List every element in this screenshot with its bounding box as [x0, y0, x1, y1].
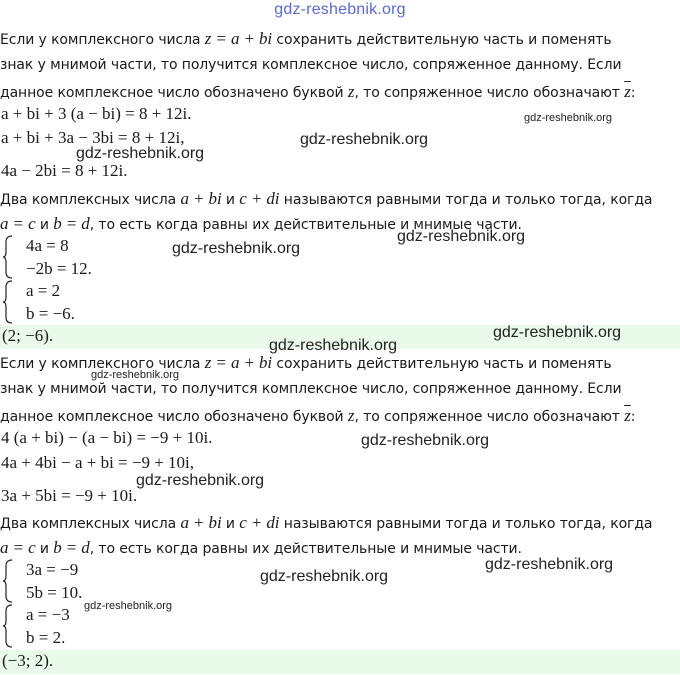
system-equation: 3a = −9	[26, 560, 79, 579]
definition-line-1: Если у комплексного числа z = a + bi сохранить действительную часть и поменять	[0, 353, 612, 372]
equality-rule-line-2: a = c и b = d, то есть когда равны их действительные и мнимые части.	[0, 538, 522, 557]
brace-icon	[2, 280, 14, 324]
equality-rule-line-1: Два комплексных числа a + bi и c + di называются равными тогда и только тогда, когда	[0, 189, 653, 208]
definition-formula: z = a + bi	[204, 29, 273, 48]
watermark: gdz-reshebnik.org	[76, 145, 205, 162]
system-equation: 4a = 8	[26, 236, 69, 255]
watermark: gdz-reshebnik.org	[485, 556, 614, 573]
definition-line-1: Если у комплексного числа z = a + bi сохранить действительную часть и поменять	[0, 29, 612, 48]
watermark: gdz-reshebnik.org	[361, 432, 490, 449]
brace-icon	[2, 559, 14, 603]
site-header	[0, 0, 680, 26]
system-equation: b = −6.	[26, 304, 75, 323]
conjugate-symbol: $\overline{z}$	[624, 406, 631, 425]
definition-line-2: знак у мнимой части, то получится комплексное число, сопряженное данному. Если	[0, 381, 622, 397]
definition-line-3: данное комплексное число обозначено буквой z, то сопряженное число обозначают $\overline{z}$:	[0, 82, 636, 101]
watermark: gdz-reshebnik.org	[172, 240, 301, 257]
solution2-equation-3: 3a + 5bi = −9 + 10i.	[1, 486, 138, 505]
system-equation: a = −3	[26, 605, 70, 624]
definition-line-2: знак у мнимой части, то получится комплексное число, сопряженное данному. Если	[0, 57, 622, 73]
watermark: gdz-reshebnik.org	[91, 369, 180, 381]
watermark: gdz-reshebnik.org	[136, 472, 265, 489]
system-equation: 5b = 10.	[26, 583, 83, 602]
watermark: gdz-reshebnik.org	[300, 131, 429, 148]
watermark: gdz-reshebnik.org	[84, 600, 173, 612]
solution1-equation-2: a + bi + 3a − 3bi = 8 + 12i,	[1, 128, 185, 147]
system-equation: −2b = 12.	[26, 259, 92, 278]
brace-icon	[2, 604, 14, 648]
watermark: gdz-reshebnik.org	[493, 324, 622, 341]
answer-value: (2; −6).	[2, 326, 54, 345]
solution1-equation-3: 4a − 2bi = 8 + 12i.	[1, 161, 128, 180]
watermark: gdz-reshebnik.org	[269, 337, 398, 354]
system-equation: b = 2.	[26, 628, 66, 647]
answer-value: (−3; 2).	[2, 651, 54, 670]
system-equation: a = 2	[26, 281, 61, 300]
solution2-equation-1: 4 (a + bi) − (a − bi) = −9 + 10i.	[1, 428, 213, 447]
watermark: gdz-reshebnik.org	[397, 228, 526, 245]
equality-rule-line-1: Два комплексных числа a + bi и c + di называются равными тогда и только тогда, когда	[0, 513, 653, 532]
watermark: gdz-reshebnik.org	[524, 112, 613, 124]
solution1-equation-1: a + bi + 3 (a − bi) = 8 + 12i.	[1, 104, 192, 123]
site-name[interactable]: gdz-reshebnik.org	[274, 1, 406, 18]
definition-line-3: данное комплексное число обозначено буквой z, то сопряженное число обозначают $\overline{z}$:	[0, 406, 636, 425]
conjugate-symbol: $\overline{z}$	[624, 82, 631, 101]
solution2-equation-2: 4a + 4bi − a + bi = −9 + 10i,	[1, 453, 195, 472]
solution2-answer	[0, 650, 680, 674]
equality-rule-line-2: a = c и b = d, то есть когда равны их действительные и мнимые части.	[0, 214, 522, 233]
brace-icon	[2, 235, 14, 279]
watermark: gdz-reshebnik.org	[260, 568, 389, 585]
